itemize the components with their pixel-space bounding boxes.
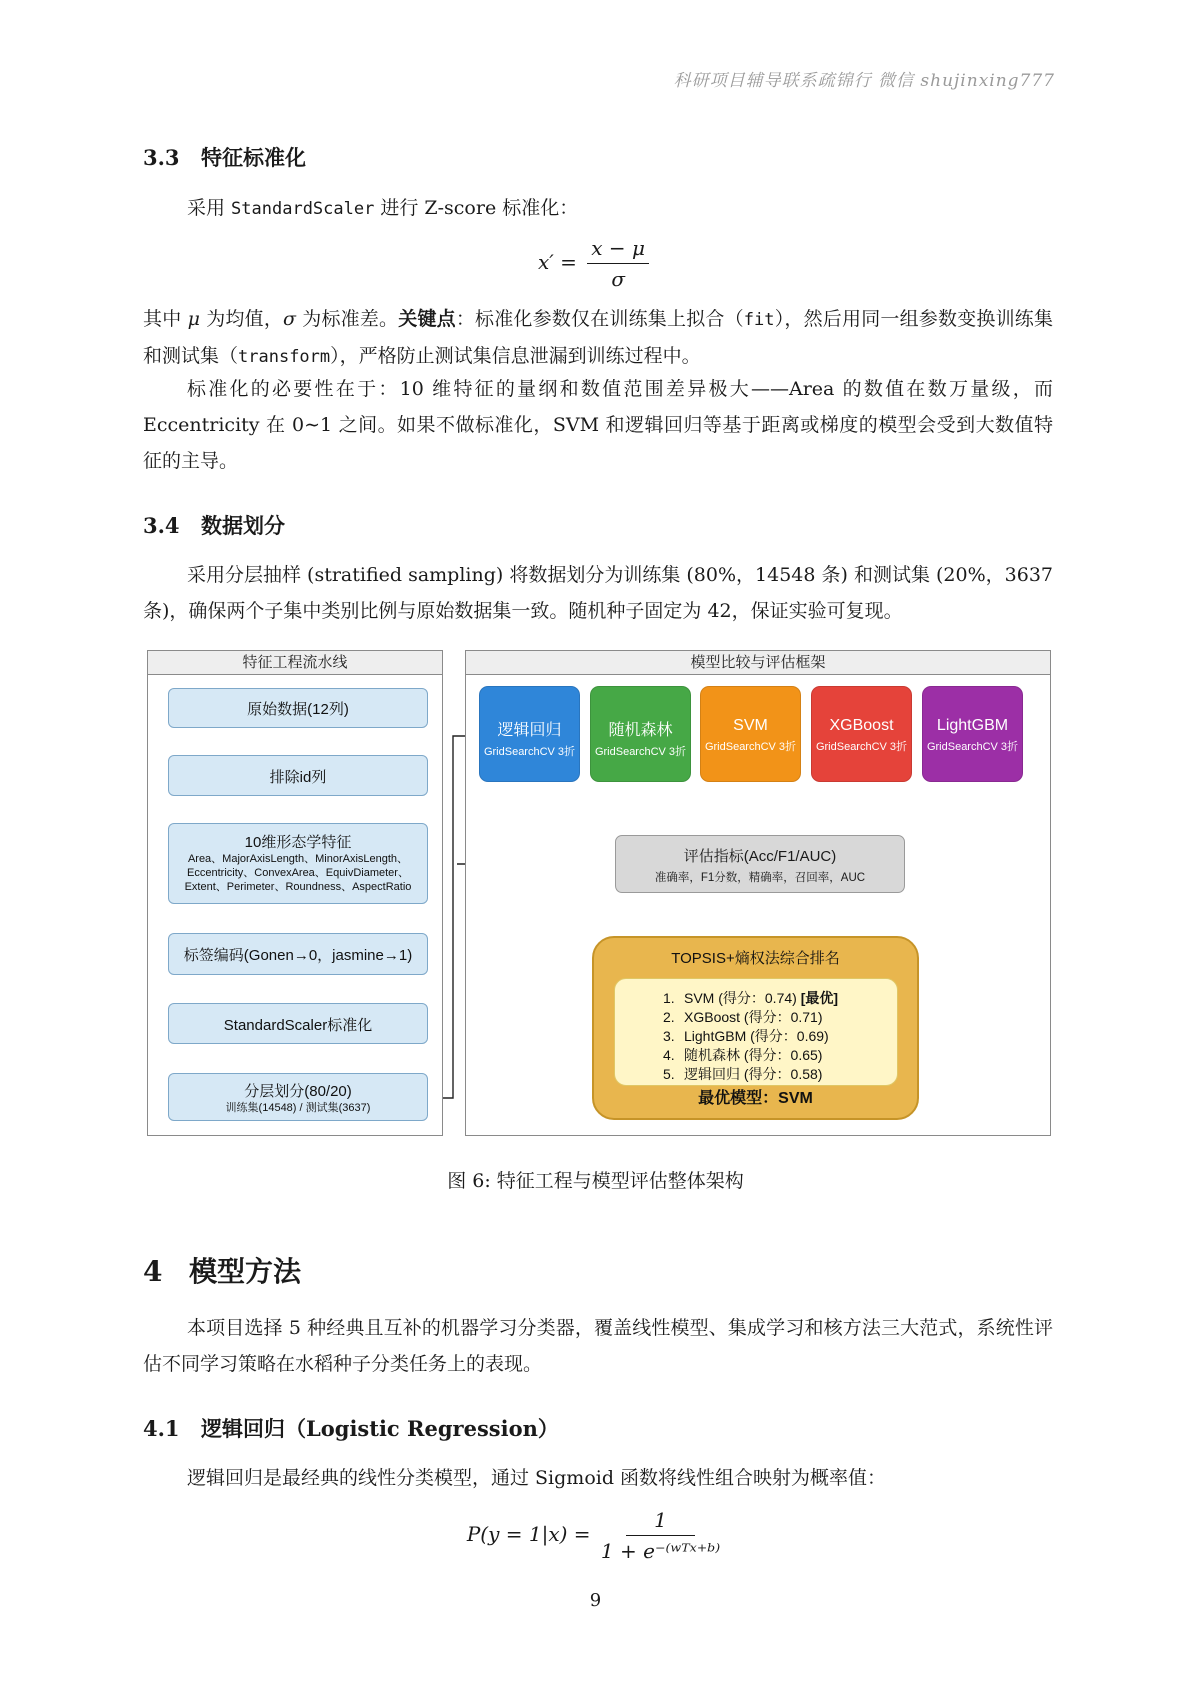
section-title: 数据划分 xyxy=(201,513,285,538)
formula-fraction xyxy=(587,236,649,291)
metric-subtitle: 准确率，F1分数，精确率，召回率，AUC xyxy=(654,872,866,884)
step-features xyxy=(168,823,428,904)
model-name: LightGBM xyxy=(936,717,1009,734)
paragraph-split: 采用分层抽样 (stratified sampling) 将数据划分为训练集 (80%，14548 条) 和测试集 (20%，3637 条)，确保两个子集中类别比例与原始数据集一致。随机种子固定为 42，保证实验可复现。 xyxy=(143,564,1053,622)
ranking-item xyxy=(663,1046,897,1065)
text-run: ），然后用同一组参数变换训练集和测试集（ xyxy=(143,308,1053,367)
step-title: 原始数据(12列) xyxy=(247,701,349,718)
formula-numerator: x − μ xyxy=(587,236,649,264)
section-heading-3-3 xyxy=(143,142,306,172)
best-tag: [最优] xyxy=(800,990,839,1006)
paragraph-logistic: 逻辑回归是最经典的线性分类模型，通过 Sigmoid 函数将线性组合映射为概率值： xyxy=(187,1467,887,1489)
panel-title: 特征工程流水线 xyxy=(148,651,442,675)
text-run: 采用 xyxy=(187,197,232,219)
step-drop-id xyxy=(168,755,428,796)
model-name: XGBoost xyxy=(829,717,894,734)
step-title: StandardScaler标准化 xyxy=(223,1017,373,1034)
model-name: SVM xyxy=(733,717,768,734)
step-subtitle: 训练集(14548) / 测试集(3637) xyxy=(225,1102,371,1114)
section-number: 3.3 xyxy=(143,145,180,170)
page-number: 9 xyxy=(589,1590,602,1611)
model-sub: GridSearchCV 3折 xyxy=(704,741,797,753)
model-name: 随机森林 xyxy=(608,722,673,739)
section-heading-4-1 xyxy=(143,1413,559,1443)
section-heading-3-4 xyxy=(143,510,285,540)
rank-number: 2. xyxy=(663,1009,675,1025)
step-standard-scaler xyxy=(168,1003,428,1044)
model-sub: GridSearchCV 3折 xyxy=(815,741,908,753)
watermark: 科研项目辅导联系疏锦行 微信 shujinxing777 xyxy=(673,71,1055,91)
best-model-label: 最优模型：SVM xyxy=(698,1090,813,1107)
rank-number: 5. xyxy=(663,1066,675,1082)
step-title: 10维形态学特征 xyxy=(244,834,352,851)
section-title: 逻辑回归（Logistic Regression） xyxy=(201,1416,559,1441)
formula-lhs: P(y = 1|x) = xyxy=(466,1522,591,1546)
code-inline: StandardScaler xyxy=(231,199,375,219)
ranking-item xyxy=(663,1027,897,1046)
text-run: 进行 Z-score 标准化： xyxy=(374,197,579,219)
math-mu: μ xyxy=(187,308,200,330)
formula-zscore xyxy=(0,236,1191,291)
step-label-encoding xyxy=(168,933,428,975)
formula-sigmoid xyxy=(0,1508,1191,1563)
rank-text: XGBoost (得分：0.71) xyxy=(684,1009,823,1025)
metric-title: 评估指标(Acc/F1/AUC) xyxy=(683,848,837,865)
model-card-xgboost xyxy=(811,686,912,782)
section-number: 4.1 xyxy=(143,1416,180,1441)
rank-number: 4. xyxy=(663,1047,675,1063)
topsis-ranking-box xyxy=(592,936,919,1120)
text-run: 为标准差。 xyxy=(296,308,399,330)
rank-number: 1. xyxy=(663,990,675,1006)
formula-denominator: σ xyxy=(611,267,625,291)
models-row xyxy=(465,650,1051,1136)
ranking-item xyxy=(663,989,897,1008)
evaluation-metrics-box xyxy=(615,835,905,893)
text-run: 其中 xyxy=(143,308,188,330)
model-card-svm xyxy=(700,686,801,782)
topsis-title: TOPSIS+熵权法综合排名 xyxy=(671,950,840,967)
text-run: ），严格防止测试集信息泄漏到训练过程中。 xyxy=(330,345,701,367)
section-number: 4 xyxy=(143,1255,163,1288)
text-run: ：标准化参数仅在训练集上拟合（ xyxy=(455,308,744,330)
step-title: 分层划分(80/20) xyxy=(244,1083,352,1100)
model-sub: GridSearchCV 3折 xyxy=(926,741,1019,753)
step-title: 标签编码(Gonen→0，jasmine→1) xyxy=(183,947,413,964)
rank-text: 随机森林 (得分：0.65) xyxy=(684,1047,823,1063)
model-card-logistic xyxy=(479,686,580,782)
rank-text: 逻辑回归 (得分：0.58) xyxy=(684,1066,823,1082)
section-title: 模型方法 xyxy=(189,1255,302,1288)
formula-numerator: 1 xyxy=(626,1508,695,1536)
step-stratified-split xyxy=(168,1073,428,1121)
model-name: 逻辑回归 xyxy=(497,722,562,739)
step-subtitle: Area、MajorAxisLength、MinorAxisLength、Eccentricity、ConvexArea、EquivDiameter、Extent、Perimeter、Roundness、AspectRatio xyxy=(184,853,412,893)
ranking-list xyxy=(614,978,898,1086)
paragraph-models: 本项目选择 5 种经典且互补的机器学习分类器，覆盖线性模型、集成学习和核方法三大范式，系统性评估不同学习策略在水稻种子分类任务上的表现。 xyxy=(143,1317,1053,1375)
model-sub: GridSearchCV 3折 xyxy=(483,746,576,758)
rank-text: LightGBM (得分：0.69) xyxy=(684,1028,829,1044)
paragraph-keypoint xyxy=(143,301,1053,375)
rank-text: SVM (得分：0.74) xyxy=(684,990,801,1006)
figure-caption: 图 6: 特征工程与模型评估整体架构 xyxy=(447,1170,744,1192)
step-title: 排除id列 xyxy=(269,769,327,786)
rank-number: 3. xyxy=(663,1028,675,1044)
panel-title: 模型比较与评估框架 xyxy=(466,651,1050,675)
text-run: 为均值， xyxy=(200,308,284,330)
code-inline: transform xyxy=(238,347,331,367)
feature-pipeline-panel xyxy=(147,650,443,1136)
bold-keypoint: 关键点 xyxy=(398,308,456,330)
model-card-lightgbm xyxy=(922,686,1023,782)
paragraph-intro xyxy=(143,190,1053,227)
math-sigma: σ xyxy=(283,308,297,330)
formula-denominator: 1 + e⁻⁽ʷᵀˣ⁺ᵇ⁾ xyxy=(600,1539,721,1563)
ranking-item xyxy=(663,1008,897,1027)
architecture-diagram xyxy=(147,650,1051,1136)
model-sub: GridSearchCV 3折 xyxy=(594,746,687,758)
section-heading-4 xyxy=(143,1250,301,1290)
code-inline: fit xyxy=(743,310,775,330)
section-title: 特征标准化 xyxy=(201,145,306,170)
formula-fraction xyxy=(601,1508,720,1563)
paragraph-necessity: 标准化的必要性在于：10 维特征的量纲和数值范围差异极大——Area 的数值在数万量级，而 Eccentricity 在 0∼1 之间。如果不做标准化，SVM 和逻辑回归等基于距离或梯度的模型会受到大数值特征的主导。 xyxy=(143,378,1053,472)
model-card-random-forest xyxy=(590,686,691,782)
formula-lhs: x′ = xyxy=(537,250,577,274)
ranking-item xyxy=(663,1065,897,1084)
section-number: 3.4 xyxy=(143,513,180,538)
step-raw-data xyxy=(168,688,428,728)
